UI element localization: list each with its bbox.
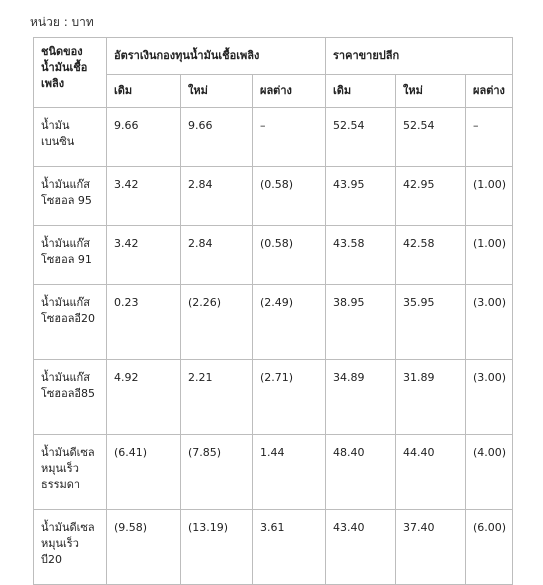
retail-diff-cell: (6.00)	[466, 510, 513, 585]
retail-new-cell: 37.40	[396, 510, 466, 585]
retail-old-cell: 43.40	[326, 510, 396, 585]
fuel-type-header: ชนิดของน้ำมันเชื้อเพลิง	[34, 38, 107, 108]
table-row	[34, 510, 513, 585]
retail-diff-cell: –	[466, 108, 513, 167]
retail-diff-cell: (3.00)	[466, 360, 513, 435]
fund-rate-group-header: อัตราเงินกองทุนน้ำมันเชื้อเพลิง	[107, 38, 326, 75]
fuel-cell: น้ำมันเบนซิน	[34, 108, 107, 167]
fuel-cell: น้ำมันดีเซลหมุนเร็วบี20	[34, 510, 107, 585]
fund-diff-cell: –	[253, 108, 326, 167]
fund-diff-cell: (2.49)	[253, 285, 326, 360]
table-row	[34, 108, 513, 167]
table-row	[34, 167, 513, 226]
fund-new-cell: 2.84	[181, 226, 253, 285]
fund-new-cell: (2.26)	[181, 285, 253, 360]
fund-new-cell: 2.84	[181, 167, 253, 226]
fund-old-cell: (6.41)	[107, 435, 181, 510]
fund-diff-cell: (2.71)	[253, 360, 326, 435]
fund-old-cell: 4.92	[107, 360, 181, 435]
fund-old-cell: 3.42	[107, 167, 181, 226]
fund-old-cell: 9.66	[107, 108, 181, 167]
fund-new-cell: 2.21	[181, 360, 253, 435]
retail-old-cell: 43.58	[326, 226, 396, 285]
fuel-cell: น้ำมันแก๊สโซฮอลอี20	[34, 285, 107, 360]
retail-old-cell: 43.95	[326, 167, 396, 226]
fund-diff-header: ผลต่าง	[253, 75, 326, 108]
retail-diff-header: ผลต่าง	[466, 75, 513, 108]
retail-new-cell: 35.95	[396, 285, 466, 360]
fund-new-cell: 9.66	[181, 108, 253, 167]
header-group-row	[34, 38, 513, 75]
retail-new-cell: 42.95	[396, 167, 466, 226]
fund-old-cell: 0.23	[107, 285, 181, 360]
retail-diff-cell: (1.00)	[466, 167, 513, 226]
fund-old-cell: 3.42	[107, 226, 181, 285]
retail-diff-cell: (4.00)	[466, 435, 513, 510]
retail-old-cell: 34.89	[326, 360, 396, 435]
fund-diff-cell: (0.58)	[253, 226, 326, 285]
fund-new-cell: (7.85)	[181, 435, 253, 510]
table-row	[34, 435, 513, 510]
retail-new-cell: 52.54	[396, 108, 466, 167]
table-row	[34, 360, 513, 435]
fund-old-header: เดิม	[107, 75, 181, 108]
fund-old-cell: (9.58)	[107, 510, 181, 585]
fund-new-header: ใหม่	[181, 75, 253, 108]
table-row	[34, 226, 513, 285]
table-row	[34, 285, 513, 360]
fund-new-cell: (13.19)	[181, 510, 253, 585]
unit-label: หน่วย : บาท	[30, 15, 94, 29]
retail-old-cell: 48.40	[326, 435, 396, 510]
fuel-cell: น้ำมันแก๊สโซฮอล 95	[34, 167, 107, 226]
retail-new-cell: 44.40	[396, 435, 466, 510]
retail-price-group-header: ราคาขายปลีก	[326, 38, 513, 75]
fuel-price-table	[33, 37, 513, 585]
fund-diff-cell: 1.44	[253, 435, 326, 510]
fuel-cell: น้ำมันแก๊สโซฮอลอี85	[34, 360, 107, 435]
fuel-cell: น้ำมันดีเซลหมุนเร็วธรรมดา	[34, 435, 107, 510]
retail-old-cell: 52.54	[326, 108, 396, 167]
retail-new-cell: 31.89	[396, 360, 466, 435]
fuel-cell: น้ำมันแก๊สโซฮอล 91	[34, 226, 107, 285]
fund-diff-cell: (0.58)	[253, 167, 326, 226]
retail-new-header: ใหม่	[396, 75, 466, 108]
retail-old-cell: 38.95	[326, 285, 396, 360]
retail-diff-cell: (1.00)	[466, 226, 513, 285]
retail-new-cell: 42.58	[396, 226, 466, 285]
retail-diff-cell: (3.00)	[466, 285, 513, 360]
fund-diff-cell: 3.61	[253, 510, 326, 585]
retail-old-header: เดิม	[326, 75, 396, 108]
